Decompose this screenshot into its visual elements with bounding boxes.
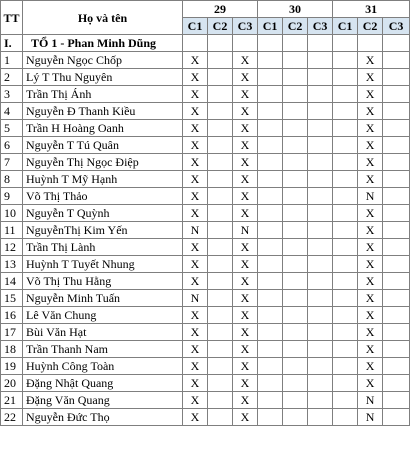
table-row xyxy=(1,256,410,273)
shift-mark xyxy=(208,103,233,120)
row-number: 11 xyxy=(1,222,23,239)
person-name: Nguyễn Thị Ngọc Điệp xyxy=(23,154,183,171)
shift-mark xyxy=(333,222,358,239)
shift-mark: X xyxy=(183,341,208,358)
shift-mark xyxy=(383,324,410,341)
shift-mark: X xyxy=(183,409,208,426)
shift-mark xyxy=(308,52,333,69)
person-name: NguyễnThị Kim Yến xyxy=(23,222,183,239)
shift-mark xyxy=(333,137,358,154)
shift-mark xyxy=(258,86,283,103)
shift-mark xyxy=(383,69,410,86)
shift-mark xyxy=(383,409,410,426)
shift-mark: X xyxy=(183,120,208,137)
group-row xyxy=(1,35,410,52)
shift-mark xyxy=(208,341,233,358)
shift-mark xyxy=(283,205,308,222)
shift-mark: X xyxy=(358,205,383,222)
row-number: 9 xyxy=(1,188,23,205)
shift-mark: X xyxy=(183,307,208,324)
shift-mark: X xyxy=(233,154,258,171)
shift-mark xyxy=(258,341,283,358)
person-name: Huỳnh Công Toàn xyxy=(23,358,183,375)
shift-mark xyxy=(333,171,358,188)
row-number: 2 xyxy=(1,69,23,86)
shift-mark xyxy=(333,154,358,171)
shift-mark: X xyxy=(358,375,383,392)
shift-mark xyxy=(208,171,233,188)
row-number: 4 xyxy=(1,103,23,120)
row-number: 12 xyxy=(1,239,23,256)
shift-mark xyxy=(208,307,233,324)
table-header xyxy=(1,1,410,35)
shift-mark xyxy=(383,171,410,188)
shift-mark xyxy=(308,341,333,358)
shift-mark xyxy=(308,358,333,375)
row-number: 15 xyxy=(1,290,23,307)
shift-mark xyxy=(333,307,358,324)
table-row xyxy=(1,375,410,392)
shift-mark xyxy=(383,154,410,171)
shift-mark xyxy=(383,290,410,307)
shift-mark xyxy=(208,52,233,69)
shift-mark xyxy=(308,239,333,256)
shift-mark: X xyxy=(358,69,383,86)
table-row xyxy=(1,409,410,426)
header-name: Họ và tên xyxy=(23,1,183,35)
person-name: Nguyễn T Tú Quân xyxy=(23,137,183,154)
shift-mark: X xyxy=(233,290,258,307)
shift-mark: X xyxy=(358,273,383,290)
shift-mark xyxy=(383,273,410,290)
shift-mark xyxy=(283,341,308,358)
shift-mark: N xyxy=(358,188,383,205)
shift-mark xyxy=(333,375,358,392)
shift-mark: X xyxy=(358,154,383,171)
shift-mark xyxy=(383,137,410,154)
row-number: 1 xyxy=(1,52,23,69)
table-body xyxy=(1,35,410,426)
table-row xyxy=(1,239,410,256)
shift-mark: N xyxy=(233,222,258,239)
shift-mark xyxy=(333,120,358,137)
table-row xyxy=(1,86,410,103)
shift-mark xyxy=(258,256,283,273)
group-name: TỔ 1 - Phan Minh Dũng xyxy=(23,35,183,52)
shift-mark xyxy=(258,392,283,409)
shift-mark: X xyxy=(358,52,383,69)
person-name: Nguyễn T Quỳnh xyxy=(23,205,183,222)
header-shift: C1 xyxy=(333,18,358,35)
shift-mark xyxy=(383,103,410,120)
person-name: Đặng Văn Quang xyxy=(23,392,183,409)
row-number: 21 xyxy=(1,392,23,409)
shift-mark: X xyxy=(358,171,383,188)
shift-mark xyxy=(383,86,410,103)
shift-mark xyxy=(333,290,358,307)
shift-mark: N xyxy=(358,409,383,426)
shift-mark: X xyxy=(233,188,258,205)
shift-mark xyxy=(283,307,308,324)
shift-mark xyxy=(258,188,283,205)
group-tt: I. xyxy=(1,35,23,52)
shift-mark xyxy=(283,103,308,120)
shift-mark xyxy=(258,324,283,341)
shift-mark xyxy=(383,188,410,205)
row-number: 18 xyxy=(1,341,23,358)
header-tt: TT xyxy=(1,1,23,35)
shift-mark: X xyxy=(183,392,208,409)
shift-mark xyxy=(308,137,333,154)
shift-mark xyxy=(283,375,308,392)
shift-mark xyxy=(383,120,410,137)
shift-mark xyxy=(283,120,308,137)
header-shift: C3 xyxy=(233,18,258,35)
shift-mark: X xyxy=(233,103,258,120)
shift-mark: X xyxy=(183,137,208,154)
shift-mark xyxy=(258,103,283,120)
shift-mark xyxy=(208,205,233,222)
row-number: 7 xyxy=(1,154,23,171)
shift-mark xyxy=(333,86,358,103)
shift-mark xyxy=(208,222,233,239)
shift-mark xyxy=(208,188,233,205)
table-row xyxy=(1,154,410,171)
shift-mark xyxy=(258,239,283,256)
header-shift: C1 xyxy=(258,18,283,35)
shift-mark xyxy=(208,137,233,154)
shift-mark xyxy=(333,324,358,341)
shift-mark xyxy=(308,69,333,86)
table-row xyxy=(1,341,410,358)
shift-mark: X xyxy=(358,103,383,120)
shift-mark: X xyxy=(183,86,208,103)
shift-mark xyxy=(258,120,283,137)
shift-mark xyxy=(258,307,283,324)
shift-mark: X xyxy=(183,375,208,392)
shift-mark xyxy=(308,154,333,171)
person-name: Nguyễn Đ Thanh Kiều xyxy=(23,103,183,120)
shift-mark: X xyxy=(183,188,208,205)
header-day: 31 xyxy=(333,1,410,18)
shift-mark xyxy=(333,103,358,120)
shift-mark: N xyxy=(183,290,208,307)
row-number: 20 xyxy=(1,375,23,392)
row-number: 22 xyxy=(1,409,23,426)
shift-mark: X xyxy=(358,239,383,256)
header-shift: C3 xyxy=(308,18,333,35)
table-row xyxy=(1,171,410,188)
shift-mark xyxy=(208,290,233,307)
shift-mark xyxy=(258,358,283,375)
person-name: Bùi Văn Hạt xyxy=(23,324,183,341)
person-name: Đặng Nhật Quang xyxy=(23,375,183,392)
shift-mark xyxy=(258,375,283,392)
shift-mark xyxy=(333,256,358,273)
shift-mark: X xyxy=(358,120,383,137)
shift-mark xyxy=(308,120,333,137)
shift-mark xyxy=(258,273,283,290)
shift-mark: X xyxy=(358,222,383,239)
shift-mark xyxy=(308,256,333,273)
shift-mark xyxy=(283,358,308,375)
person-name: Lý T Thu Nguyên xyxy=(23,69,183,86)
shift-mark xyxy=(208,69,233,86)
shift-mark xyxy=(308,392,333,409)
header-shift: C2 xyxy=(358,18,383,35)
person-name: Nguyễn Minh Tuấn xyxy=(23,290,183,307)
shift-mark: X xyxy=(183,52,208,69)
shift-mark xyxy=(383,205,410,222)
shift-mark: X xyxy=(233,375,258,392)
shift-mark xyxy=(308,375,333,392)
header-day: 29 xyxy=(183,1,258,18)
shift-mark: X xyxy=(183,358,208,375)
shift-mark xyxy=(333,409,358,426)
shift-mark xyxy=(283,256,308,273)
shift-mark xyxy=(283,273,308,290)
shift-mark xyxy=(383,256,410,273)
shift-mark xyxy=(283,137,308,154)
shift-mark xyxy=(383,341,410,358)
shift-mark xyxy=(258,52,283,69)
shift-mark xyxy=(208,120,233,137)
person-name: Võ Thị Thảo xyxy=(23,188,183,205)
shift-mark: X xyxy=(358,137,383,154)
shift-mark xyxy=(308,222,333,239)
shift-mark: X xyxy=(183,256,208,273)
shift-mark xyxy=(208,358,233,375)
shift-mark: X xyxy=(358,324,383,341)
row-number: 13 xyxy=(1,256,23,273)
shift-mark xyxy=(283,392,308,409)
table-row xyxy=(1,273,410,290)
shift-mark xyxy=(333,52,358,69)
person-name: Trần Thị Lành xyxy=(23,239,183,256)
shift-mark xyxy=(208,409,233,426)
person-name: Trần Thị Ánh xyxy=(23,86,183,103)
shift-mark: X xyxy=(183,324,208,341)
shift-mark xyxy=(258,222,283,239)
shift-mark xyxy=(383,307,410,324)
shift-mark: X xyxy=(233,273,258,290)
shift-mark xyxy=(283,69,308,86)
person-name: Nguyễn Đức Thọ xyxy=(23,409,183,426)
shift-mark: X xyxy=(183,205,208,222)
shift-mark xyxy=(308,307,333,324)
shift-mark: X xyxy=(233,358,258,375)
shift-mark xyxy=(308,290,333,307)
shift-mark xyxy=(208,324,233,341)
row-number: 16 xyxy=(1,307,23,324)
shift-mark xyxy=(283,52,308,69)
person-name: Trần H Hoàng Oanh xyxy=(23,120,183,137)
person-name: Trần Thanh Nam xyxy=(23,341,183,358)
shift-mark xyxy=(258,290,283,307)
shift-mark xyxy=(283,154,308,171)
shift-mark xyxy=(208,273,233,290)
shift-mark xyxy=(333,239,358,256)
shift-mark xyxy=(333,188,358,205)
shift-mark xyxy=(308,324,333,341)
row-number: 17 xyxy=(1,324,23,341)
table-row xyxy=(1,52,410,69)
person-name: Nguyễn Ngọc Chốp xyxy=(23,52,183,69)
header-shift: C2 xyxy=(283,18,308,35)
shift-mark: X xyxy=(358,256,383,273)
header-day: 30 xyxy=(258,1,333,18)
table-row xyxy=(1,137,410,154)
shift-mark: X xyxy=(183,154,208,171)
shift-mark: X xyxy=(233,52,258,69)
shift-mark xyxy=(308,205,333,222)
shift-mark xyxy=(208,392,233,409)
person-name: Võ Thị Thu Hằng xyxy=(23,273,183,290)
shift-mark: X xyxy=(358,290,383,307)
person-name: Huỳnh T Tuyết Nhung xyxy=(23,256,183,273)
shift-mark xyxy=(258,154,283,171)
shift-mark xyxy=(308,409,333,426)
row-number: 5 xyxy=(1,120,23,137)
shift-mark xyxy=(308,188,333,205)
shift-mark: X xyxy=(233,324,258,341)
shift-mark: X xyxy=(358,341,383,358)
table-row xyxy=(1,358,410,375)
shift-mark xyxy=(208,239,233,256)
table-row xyxy=(1,103,410,120)
shift-mark xyxy=(258,69,283,86)
shift-mark xyxy=(383,222,410,239)
shift-mark xyxy=(258,137,283,154)
table-row xyxy=(1,392,410,409)
shift-mark xyxy=(333,358,358,375)
table-row xyxy=(1,222,410,239)
table-row xyxy=(1,69,410,86)
shift-mark xyxy=(383,239,410,256)
shift-mark: N xyxy=(358,392,383,409)
shift-mark xyxy=(333,205,358,222)
shift-mark xyxy=(333,273,358,290)
shift-mark: X xyxy=(183,171,208,188)
table-row xyxy=(1,290,410,307)
shift-mark: X xyxy=(233,256,258,273)
shift-mark xyxy=(308,273,333,290)
shift-mark xyxy=(208,375,233,392)
person-name: Huỳnh T Mỹ Hạnh xyxy=(23,171,183,188)
shift-mark: X xyxy=(358,307,383,324)
shift-mark: X xyxy=(233,120,258,137)
shift-mark: N xyxy=(183,222,208,239)
shift-mark xyxy=(333,69,358,86)
header-shift: C2 xyxy=(208,18,233,35)
shift-mark: X xyxy=(233,392,258,409)
shift-mark xyxy=(283,239,308,256)
shift-mark xyxy=(283,222,308,239)
table-row xyxy=(1,188,410,205)
table-row xyxy=(1,120,410,137)
shift-mark: X xyxy=(233,69,258,86)
shift-mark xyxy=(208,154,233,171)
shift-mark xyxy=(258,171,283,188)
row-number: 8 xyxy=(1,171,23,188)
shift-mark xyxy=(208,256,233,273)
shift-mark xyxy=(333,341,358,358)
shift-mark xyxy=(383,392,410,409)
shift-mark xyxy=(283,86,308,103)
shift-mark: X xyxy=(233,171,258,188)
table-row xyxy=(1,205,410,222)
shift-mark: X xyxy=(358,86,383,103)
shift-mark xyxy=(308,103,333,120)
shift-mark xyxy=(383,358,410,375)
header-shift: C3 xyxy=(383,18,410,35)
shift-mark: X xyxy=(358,358,383,375)
shift-mark: X xyxy=(233,307,258,324)
shift-mark xyxy=(333,392,358,409)
row-number: 3 xyxy=(1,86,23,103)
shift-mark: X xyxy=(233,137,258,154)
shift-mark: X xyxy=(233,409,258,426)
table-row xyxy=(1,324,410,341)
person-name: Lê Văn Chung xyxy=(23,307,183,324)
shift-mark: X xyxy=(183,239,208,256)
shift-mark xyxy=(283,290,308,307)
shift-mark xyxy=(258,409,283,426)
shift-mark xyxy=(308,171,333,188)
table-row xyxy=(1,307,410,324)
shift-mark xyxy=(308,86,333,103)
shift-mark: X xyxy=(183,103,208,120)
shift-mark: X xyxy=(183,69,208,86)
shift-mark: X xyxy=(233,86,258,103)
shift-mark xyxy=(283,324,308,341)
row-number: 10 xyxy=(1,205,23,222)
shift-mark: X xyxy=(233,341,258,358)
shift-mark xyxy=(283,171,308,188)
shift-mark xyxy=(383,52,410,69)
shift-mark: X xyxy=(183,273,208,290)
row-number: 14 xyxy=(1,273,23,290)
shift-mark xyxy=(283,188,308,205)
shift-mark xyxy=(383,375,410,392)
row-number: 6 xyxy=(1,137,23,154)
shift-mark: X xyxy=(233,239,258,256)
shift-mark xyxy=(208,86,233,103)
header-shift: C1 xyxy=(183,18,208,35)
shift-mark xyxy=(283,409,308,426)
shift-mark: X xyxy=(233,205,258,222)
row-number: 19 xyxy=(1,358,23,375)
shift-mark xyxy=(258,205,283,222)
